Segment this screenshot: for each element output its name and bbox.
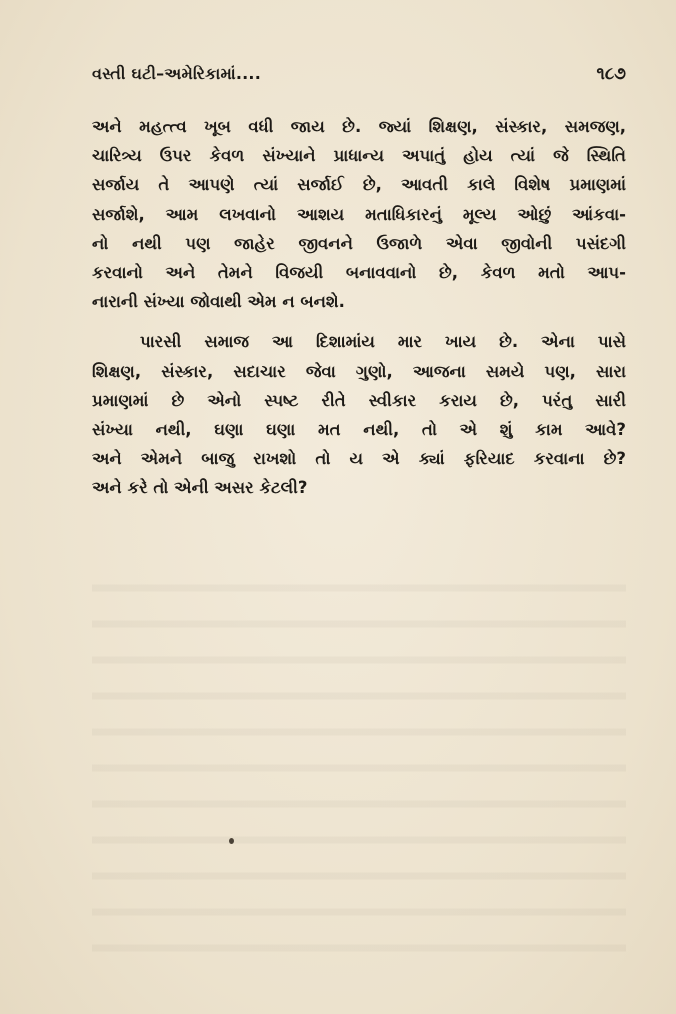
page-number: ૧૮૭ [596, 64, 626, 84]
text-line: નો નથી પણ જાહેર જીવનને ઉજાળે એવા જીવોની પસંદગી [92, 233, 626, 253]
text-line: અને એમને બાજુ રાખશો તો ય એ ક્યાં ફરિયાદ કરવાના છે? [92, 449, 626, 469]
text-line: શિક્ષણ, સંસ્કાર, સદાચાર જેવા ગુણો, આજના સમયે પણ, સારા [92, 361, 626, 381]
text-line: ચારિત્ર્ય ઉપર કેવળ સંખ્યાને પ્રાધાન્ય અપાતું હોય ત્યાં જે સ્થિતિ [92, 146, 626, 166]
running-head: વસ્તી ઘટી–અમેરિકામાં.... [92, 64, 261, 83]
text-line: સંખ્યા નથી, ઘણા ઘણા મત નથી, તો એ શું કામ આવે? [92, 420, 626, 440]
text-line: પારસી સમાજ આ દિશામાંય માર ખાય છે. એના પાસે [140, 332, 626, 352]
text-line: નારાની સંખ્યા જોવાથી એમ ન બનશે. [92, 292, 345, 312]
bleed-through-text [92, 560, 626, 980]
paragraph-1 [92, 112, 626, 316]
ink-speck [229, 838, 234, 844]
text-line: પ્રમાણમાં છે એનો સ્પષ્ટ રીતે સ્વીકાર કરાય છે, પરંતુ સારી [92, 390, 626, 410]
text-line: સર્જાય તે આપણે ત્યાં સર્જાઈ છે, આવતી કાલે વિશેષ પ્રમાણમાં [92, 175, 626, 195]
text-line: અને કરે તો એની અસર કેટલી? [92, 478, 308, 498]
body-text [92, 112, 626, 503]
paragraph-2 [92, 327, 626, 502]
page-header [92, 58, 626, 90]
text-line: સર્જાશે, આમ લખવાનો આશય મતાધિકારનું મૂલ્ય ઓછું આંકવા- [92, 204, 626, 224]
text-line: કરવાનો અને તેમને વિજયી બનાવવાનો છે, કેવળ મતો આપ- [92, 263, 626, 283]
text-line: અને મહત્ત્વ ખૂબ વધી જાય છે. જ્યાં શિક્ષણ, સંસ્કાર, સમજણ, [92, 117, 626, 136]
